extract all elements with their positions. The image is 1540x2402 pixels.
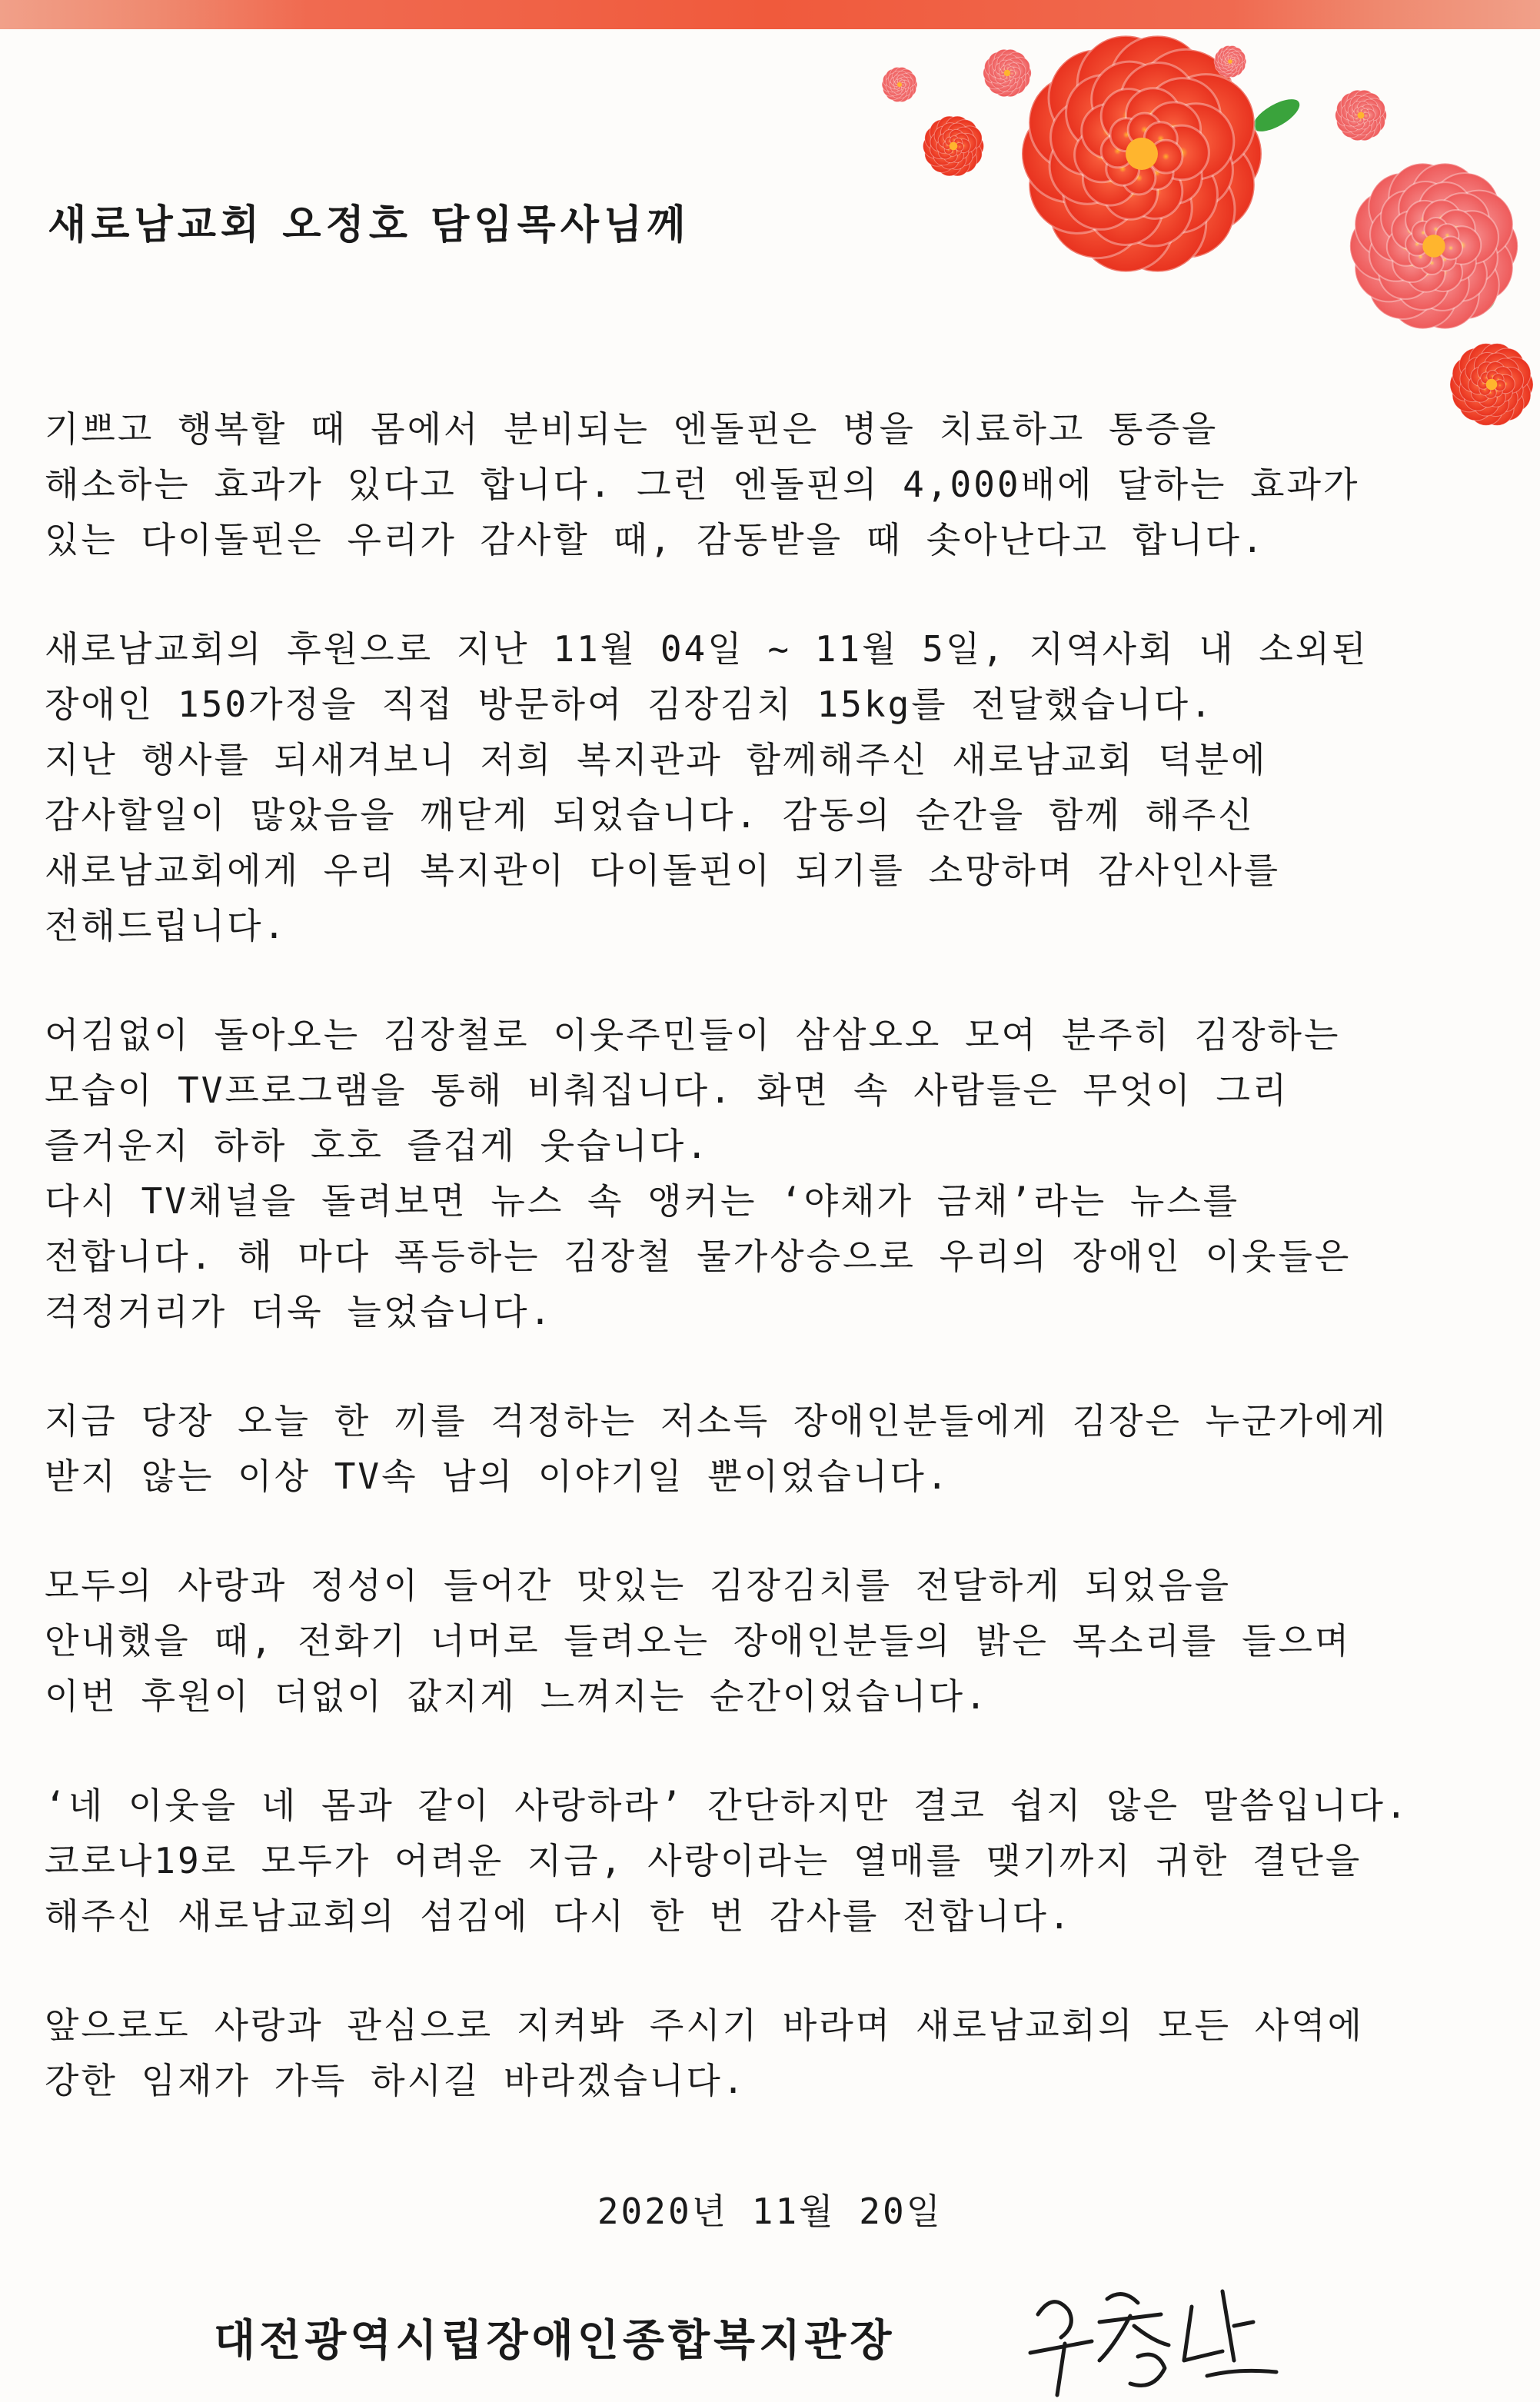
tiny-carnation [1335,90,1387,141]
small-carnation [923,116,983,176]
text-line: 앞으로도 사랑과 관심으로 지켜봐 주시기 바라며 새로남교회의 모든 사역에 [45,2004,1365,2046]
paragraph [45,401,1521,567]
text-line: 새로남교회의 후원으로 지난 11월 04일 ~ 11월 5일, 지역사회 내 소외된 [45,628,1369,670]
text-line: 코로나19로 모두가 어려운 지금, 사랑이라는 열매를 맺기까지 귀한 결단을 [45,1840,1362,1881]
text-line: 해주신 새로남교회의 섬김에 다시 한 번 감사를 전합니다. [45,1895,1073,1937]
carnation-flowers-decoration [830,31,1540,461]
text-line: 새로남교회에게 우리 복지관이 다이돌핀이 되기를 소망하며 감사인사를 [45,850,1281,891]
text-line: 지금 당장 오늘 한 끼를 걱정하는 저소득 장애인분들에게 김장은 누군가에게 [45,1400,1388,1442]
text-line: 전합니다. 해 마다 폭등하는 김장철 물가상승으로 우리의 장애인 이웃들은 [45,1236,1352,1277]
text-line: 강한 임재가 가득 하시길 바라겠습니다. [45,2060,747,2101]
text-line: 어김없이 돌아오는 김장철로 이웃주민들이 삼삼오오 모여 분주히 김장하는 [45,1014,1341,1056]
top-color-band [0,0,1540,29]
text-line: 감사할일이 많았음을 깨닫게 되었습니다. 감동의 순간을 함께 해주신 [45,794,1255,836]
sender-title: 대전광역시립장애인종합복지관장 [214,2316,896,2366]
paragraph [45,1393,1521,1504]
paragraph [45,1778,1521,1944]
text-line: 즐거운지 하하 호호 즐겁게 웃습니다. [45,1125,710,1166]
text-line: 해소하는 효과가 있다고 합니다. 그런 엔돌핀의 4,000배에 달하는 효과가 [45,464,1360,505]
paragraph [45,621,1521,953]
pink-carnation [1350,163,1518,328]
text-line: 지난 행사를 되새겨보니 저희 복지관과 함께해주신 새로남교회 덕분에 [45,739,1268,780]
text-line: 모습이 TV프로그램을 통해 비춰집니다. 화면 속 사람들은 무엇이 그리 [45,1070,1289,1111]
paragraph [45,1998,1521,2108]
paragraph [45,1007,1521,1339]
tiny-carnation [1214,46,1246,78]
text-line: 이번 후원이 더없이 값지게 느껴지는 순간이었습니다. [45,1675,989,1717]
text-line: 기쁘고 행복할 때 몸에서 분비되는 엔돌핀은 병을 치료하고 통증을 [45,408,1219,450]
tiny-carnation [983,49,1031,96]
letter-body [45,401,1521,2162]
handwritten-signature [1023,2268,1315,2402]
tiny-carnation [882,67,917,101]
letter-date: 2020년 11월 20일 [597,2191,943,2232]
salutation: 새로남교회 오정호 담임목사님께 [48,202,690,248]
text-line: 모두의 사랑과 정성이 들어간 맛있는 김장김치를 전달하게 되었음을 [45,1565,1232,1606]
text-line: 다시 TV채널을 돌려보면 뉴스 속 앵커는 ‘야채가 금채’라는 뉴스를 [45,1180,1240,1222]
text-line: 걱정거리가 더욱 늘었습니다. [45,1291,554,1332]
paragraph [45,1558,1521,1724]
text-line: 안내했을 때, 전화기 너머로 들려오는 장애인분들의 밝은 목소리를 들으며 [45,1620,1352,1662]
text-line: 장애인 150가정을 직접 방문하여 김장김치 15kg를 전달했습니다. [45,684,1214,725]
text-line: ‘네 이웃을 네 몸과 같이 사랑하라’ 간단하지만 결코 쉽지 않은 말씀입니다. [45,1785,1409,1826]
text-line: 있는 다이돌핀은 우리가 감사할 때, 감동받을 때 솟아난다고 합니다. [45,519,1266,561]
text-line: 받지 않는 이상 TV속 남의 이야기일 뿐이었습니다. [45,1456,950,1497]
text-line: 전해드립니다. [45,905,288,946]
